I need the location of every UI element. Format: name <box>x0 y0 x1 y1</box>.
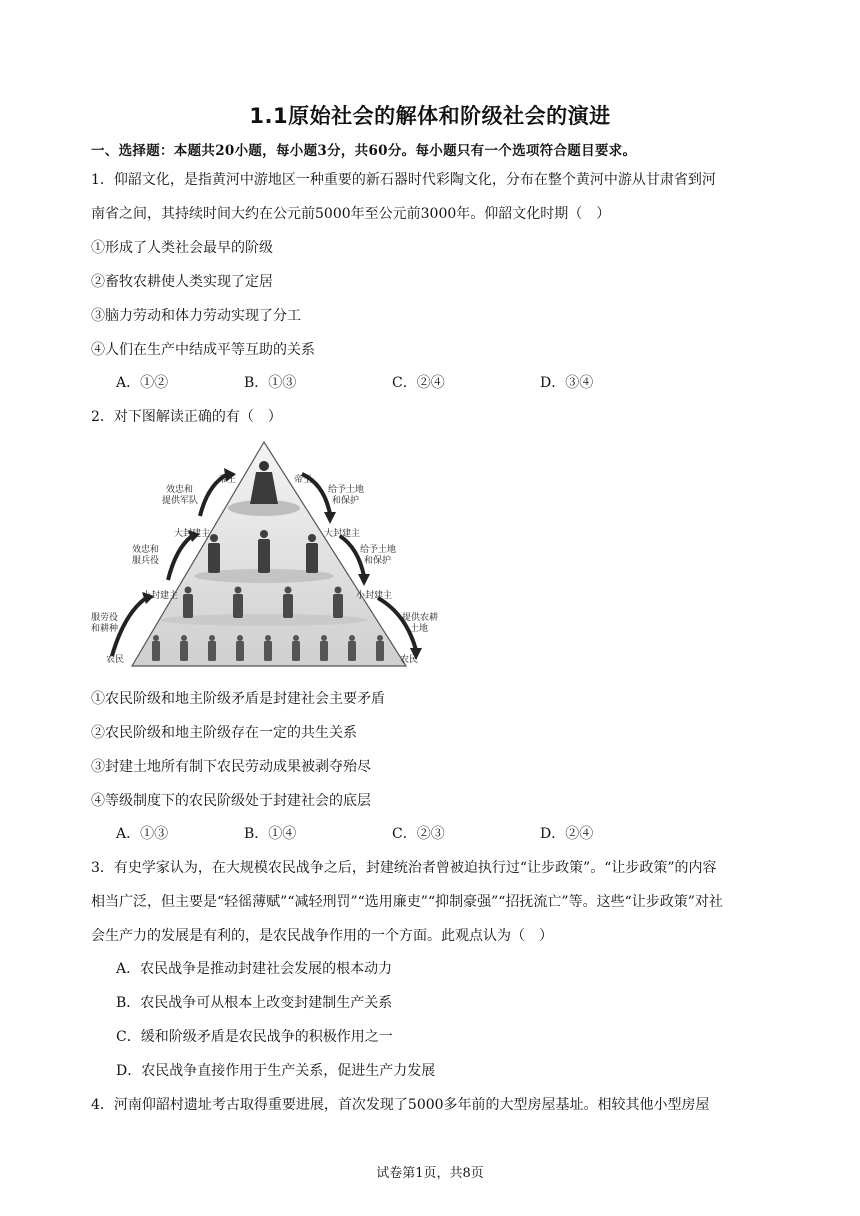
q1-item-1: ①形成了人类社会最早的阶级 <box>91 240 273 256</box>
q1-stem-line1: 1．仰韶文化，是指黄河中游地区一种重要的新石器时代彩陶文化，分布在整个黄河中游从甘肃省到河 <box>91 172 716 188</box>
page-title: 1.1原始社会的解体和阶级社会的演进 <box>249 104 611 128</box>
q2-option-d[interactable]: D．②④ <box>540 826 594 842</box>
q1-option-d[interactable]: D．③④ <box>540 375 594 391</box>
q1-option-b[interactable]: B．①③ <box>244 375 297 391</box>
label-peasant-left: 农民 <box>106 655 125 665</box>
q1-options <box>0 373 860 393</box>
q1-stem-line2: 南省之间，其持续时间大约在公元前5000年至公元前3000年。仰韶文化时期（ ） <box>91 206 611 222</box>
page-footer: 试卷第1页，共8页 <box>376 1166 484 1181</box>
q3-stem-line3: 会生产力的发展是有利的，是农民战争作用的一个方面。此观点认为（ ） <box>91 928 553 944</box>
label-great-lord-right: 大封建主 <box>324 529 361 539</box>
label-grant-land-2: 和保护 <box>332 496 360 506</box>
label-small-lord-left: 小封建主 <box>142 591 179 601</box>
q2-options <box>0 824 860 844</box>
label-grant-land-4: 和保护 <box>364 556 392 566</box>
q3-option-c[interactable]: C．缓和阶级矛盾是农民战争的积极作用之一 <box>116 1029 393 1045</box>
q3-stem-line1: 3．有史学家认为，在大规模农民战争之后，封建统治者曾被迫执行过“让步政策”。“让步政策”的内容 <box>91 860 717 876</box>
feudal-pyramid-figure <box>88 438 448 670</box>
q1-option-c[interactable]: C．②④ <box>392 375 445 391</box>
q2-option-b[interactable]: B．①④ <box>244 826 297 842</box>
label-labor-farming-1: 服劳役 <box>91 613 119 623</box>
q2-option-a[interactable]: A．①③ <box>116 826 169 842</box>
q4-stem-line1: 4．河南仰韶村遗址考古取得重要进展，首次发现了5000多年前的大型房屋基址。相较其他小型房屋 <box>91 1097 710 1113</box>
label-grant-land-1: 给予土地 <box>328 485 365 495</box>
q1-item-4: ④人们在生产中结成平等互助的关系 <box>91 342 315 358</box>
label-provide-land-2: 土地 <box>410 624 429 634</box>
q2-stem: 2．对下图解读正确的有（ ） <box>91 409 282 425</box>
label-loyalty-service-1: 效忠和 <box>132 545 160 555</box>
q1-item-3: ③脑力劳动和体力劳动实现了分工 <box>91 308 301 324</box>
q2-item-1: ①农民阶级和地主阶级矛盾是封建社会主要矛盾 <box>91 691 385 707</box>
q3-stem-line2: 相当广泛，但主要是“轻徭薄赋”“减轻刑罚”“选用廉吏”“抑制豪强”“招抚流亡”等。这些“让步政策”对社 <box>91 894 723 910</box>
q3-option-d[interactable]: D．农民战争直接作用于生产关系，促进生产力发展 <box>116 1063 436 1079</box>
label-provide-land-1: 提供农耕 <box>402 613 439 623</box>
q2-item-2: ②农民阶级和地主阶级存在一定的共生关系 <box>91 725 357 741</box>
label-loyalty-army-2: 提供军队 <box>162 496 199 506</box>
q1-option-a[interactable]: A．①② <box>116 375 169 391</box>
q2-item-4: ④等级制度下的农民阶级处于封建社会的底层 <box>91 793 371 809</box>
q3-option-a[interactable]: A．农民战争是推动封建社会发展的根本动力 <box>116 961 393 977</box>
label-peasant-right: 农民 <box>400 655 419 665</box>
label-small-lord-right: 小封建主 <box>356 591 393 601</box>
label-loyalty-army-1: 效忠和 <box>166 485 194 495</box>
peasant-figures <box>152 635 384 661</box>
q2-option-c[interactable]: C．②③ <box>392 826 445 842</box>
section-heading: 一、选择题：本题共20小题，每小题3分，共60分。每小题只有一个选项符合题目要求。 <box>91 143 637 159</box>
label-grant-land-3: 给予土地 <box>360 545 397 555</box>
label-loyalty-service-2: 服兵役 <box>132 556 160 566</box>
label-great-lord-left: 大封建主 <box>174 529 211 539</box>
label-emperor-right: 帝王 <box>294 475 313 485</box>
q2-item-3: ③封建土地所有制下农民劳动成果被剥夺殆尽 <box>91 759 371 775</box>
label-emperor-left: 帝王 <box>218 475 237 485</box>
q1-item-2: ②畜牧农耕使人类实现了定居 <box>91 274 273 290</box>
label-labor-farming-2: 和耕种 <box>91 624 119 634</box>
q3-option-b[interactable]: B．农民战争可从根本上改变封建制生产关系 <box>116 995 393 1011</box>
